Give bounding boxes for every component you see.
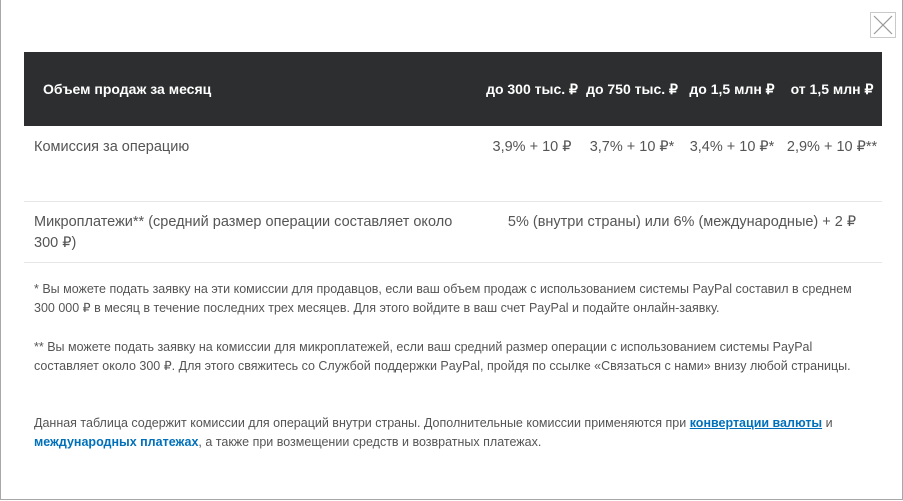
footnote-text: Данная таблица содержит комиссии для операций внутри страны. Дополнительные комиссии применяются при: [34, 416, 690, 430]
footnote-merchant-rates: * Вы можете подать заявку на эти комиссии для продавцов, если ваш объем продаж с использованием системы PayPal составил в среднем 300 000 ₽ в месяц в течение последних трех месяцев. Для этого войдите в ваш счет PayPal и подайте онлайн-заявку.: [34, 282, 852, 315]
micropayments-fee: 5% (внутри страны) или 6% (международные) + 2 ₽: [482, 202, 882, 263]
commission-tier-1: 3,9% + 10 ₽: [482, 126, 582, 202]
footnote-domestic-info: [34, 414, 874, 452]
footnote-text: и: [822, 416, 833, 430]
table-row: [24, 126, 882, 202]
header-tier-4: от 1,5 млн ₽: [782, 52, 882, 126]
footnote-text: , а также при возмещении средств и возвратных платежах.: [198, 435, 542, 449]
row-label-micropayments: Микроплатежи** (средний размер операции составляет около 300 ₽): [24, 202, 482, 263]
commission-tier-2: 3,7% + 10 ₽*: [582, 126, 682, 202]
header-sales-volume: Объем продаж за месяц: [24, 52, 482, 126]
commission-tier-4: 2,9% + 10 ₽**: [782, 126, 882, 202]
row-label-commission: Комиссия за операцию: [24, 126, 482, 202]
close-button[interactable]: [870, 12, 896, 38]
table-row: [24, 202, 882, 263]
footnote-micropayments: ** Вы можете подать заявку на комиссии для микроплатежей, если ваш средний размер операции с использованием системы PayPal составляет около 300 ₽. Для этого свяжитесь со Службой поддержки PayPal, пройдя по ссылке «Связаться с нами» внизу любой страницы.: [34, 340, 851, 373]
international-payments-link[interactable]: международных платежах: [34, 435, 199, 449]
close-icon: [871, 13, 895, 37]
header-tier-3: до 1,5 млн ₽: [682, 52, 782, 126]
commission-tier-3: 3,4% + 10 ₽*: [682, 126, 782, 202]
currency-conversion-link[interactable]: конвертации валюты: [689, 416, 823, 430]
fees-table: [24, 52, 882, 263]
header-tier-1: до 300 тыс. ₽: [482, 52, 582, 126]
header-tier-2: до 750 тыс. ₽: [582, 52, 682, 126]
table-header-row: [24, 52, 882, 126]
